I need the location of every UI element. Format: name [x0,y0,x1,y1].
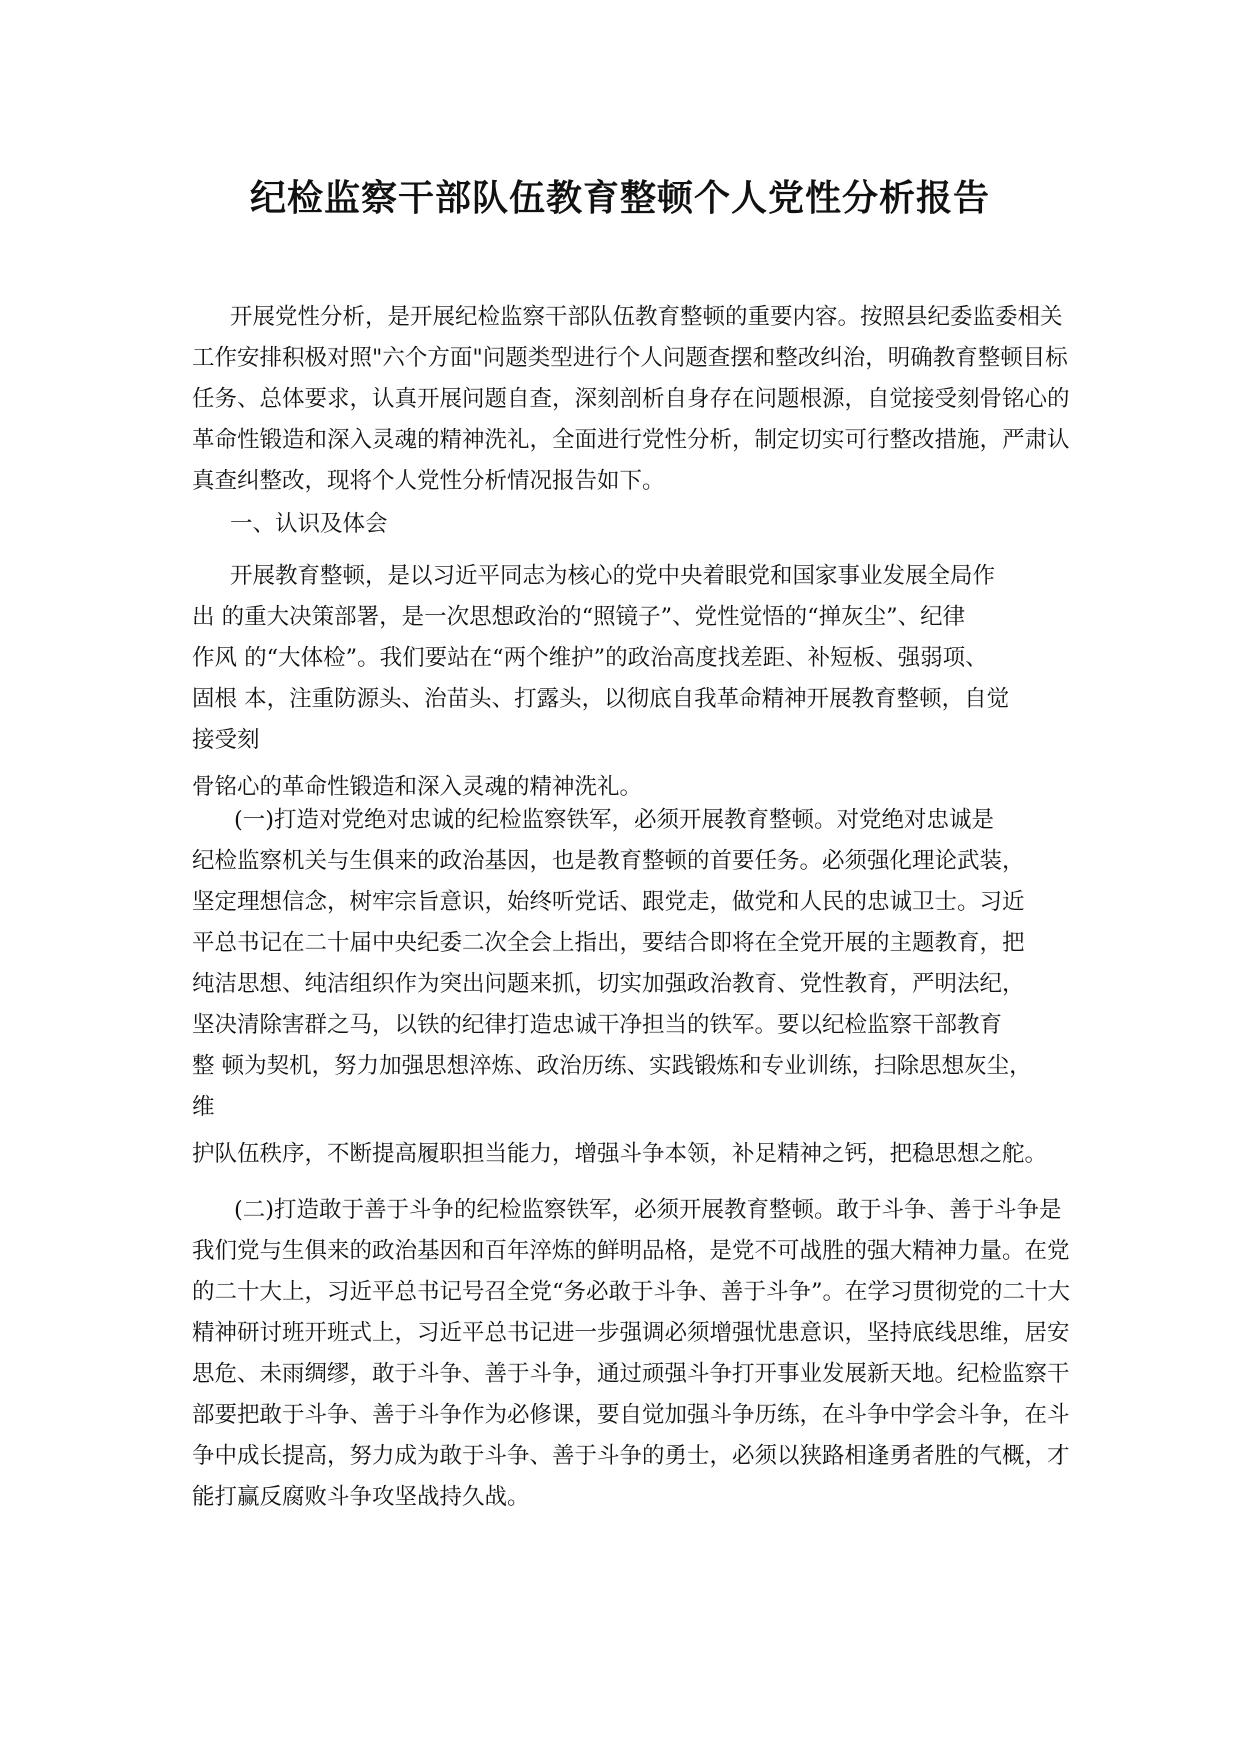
section-heading-1: 一、认识及体会 [230,511,388,537]
paragraph-line: 开展教育整顿，是以习近平同志为核心的党中央着眼党和国家事业发展全局作 [230,563,996,589]
paragraph-line: 整 顿为契机，努力加强思想淬炼、政治历练、实践锻炼和专业训练，扫除思想灰尘， [192,1053,1032,1079]
section1-paragraph [192,556,1082,808]
paragraph-line: 维 [192,1094,215,1120]
paragraph-line: (一)打造对党绝对忠诚的纪检监察铁军，必须开展教育整顿。对党绝对忠诚是 [234,807,995,833]
paragraph-line: 纯洁思想、纯洁组织作为突出问题来抓，切实加强政治教育、党性教育，严明法纪， [192,971,1025,997]
paragraph-line: 作风 的“大体检”。我们要站在“两个维护”的政治高度找差距、补短板、强弱项、 [192,645,988,671]
paragraph-line: 平总书记在二十届中央纪委二次全会上指出，要结合即将在全党开展的主题教育，把 [192,930,1025,956]
paragraph-line: 坚定理想信念，树牢宗旨意识，始终听党话、跟党走，做党和人民的忠诚卫士。习近 [192,889,1025,915]
paragraph-line: 接受刻 [192,727,260,753]
point-1-paragraph [192,800,1082,1175]
paragraph-line: 出 的重大决策部署，是一次思想政治的“照镜子”、党性觉悟的“掸灰尘”、纪律 [192,604,966,630]
paragraph-line: 固根 本，注重防源头、治苗头、打露头，以彻底自我革命精神开展教育整顿，自觉 [192,686,1010,712]
paragraph-line: 骨铭心的革命性锻造和深入灵魂的精神洗礼。 [192,774,643,800]
point-2-paragraph: (二)打造敢于善于斗争的纪检监察铁军，必须开展教育整顿。敢于斗争、善于斗争是我们党与生俱来的政治基因和百年淬炼的鲜明品格，是党不可战胜的强大精神力量。在党的二十大上，习近平总书记号召全党“务必敢于斗争、善于斗争”。在学习贯彻党的二十大精神研讨班开班式上，习近平总书记进一步强调必须增强忧患意识，坚持底线思维，居安思危、未雨绸缪，敢于斗争、善于斗争，通过顽强斗争打开事业发展新天地。纪检监察干部要把敢于斗争、善于斗争作为必修课，要自觉加强斗争历练，在斗争中学会斗争，在斗争中成长提高，努力成为敢于斗争、善于斗争的勇士，必须以狭路相逢勇者胜的气概，才能打赢反腐败斗争攻坚战持久战。 [192,1197,1071,1510]
intro-paragraph: 开展党性分析，是开展纪检监察干部队伍教育整顿的重要内容。按照县纪委监委相关工作安排积极对照"六个方面"问题类型进行个人问题查摆和整改纠治，明确教育整顿目标任务、总体要求，认真开展问题自查，深刻剖析自身存在问题根源，自觉接受刻骨铭心的革命性锻造和深入灵魂的精神洗礼，全面进行党性分析，制定切实可行整改措施，严肃认真查纠整改，现将个人党性分析情况报告如下。 [192,304,1070,494]
paragraph-line: 护队伍秩序，不断提高履职担当能力，增强斗争本领，补足精神之钙，把稳思想之舵。 [192,1141,1048,1167]
paragraph-line: 纪检监察机关与生俱来的政治基因，也是教育整顿的首要任务。必须强化理论武装， [192,848,1025,874]
paragraph-line: 坚决清除害群之马，以铁的纪律打造忠诚干净担当的铁军。要以纪检监察干部教育 [192,1012,1003,1038]
document-title: 纪检监察干部队伍教育整顿个人党性分析报告 [249,177,990,219]
